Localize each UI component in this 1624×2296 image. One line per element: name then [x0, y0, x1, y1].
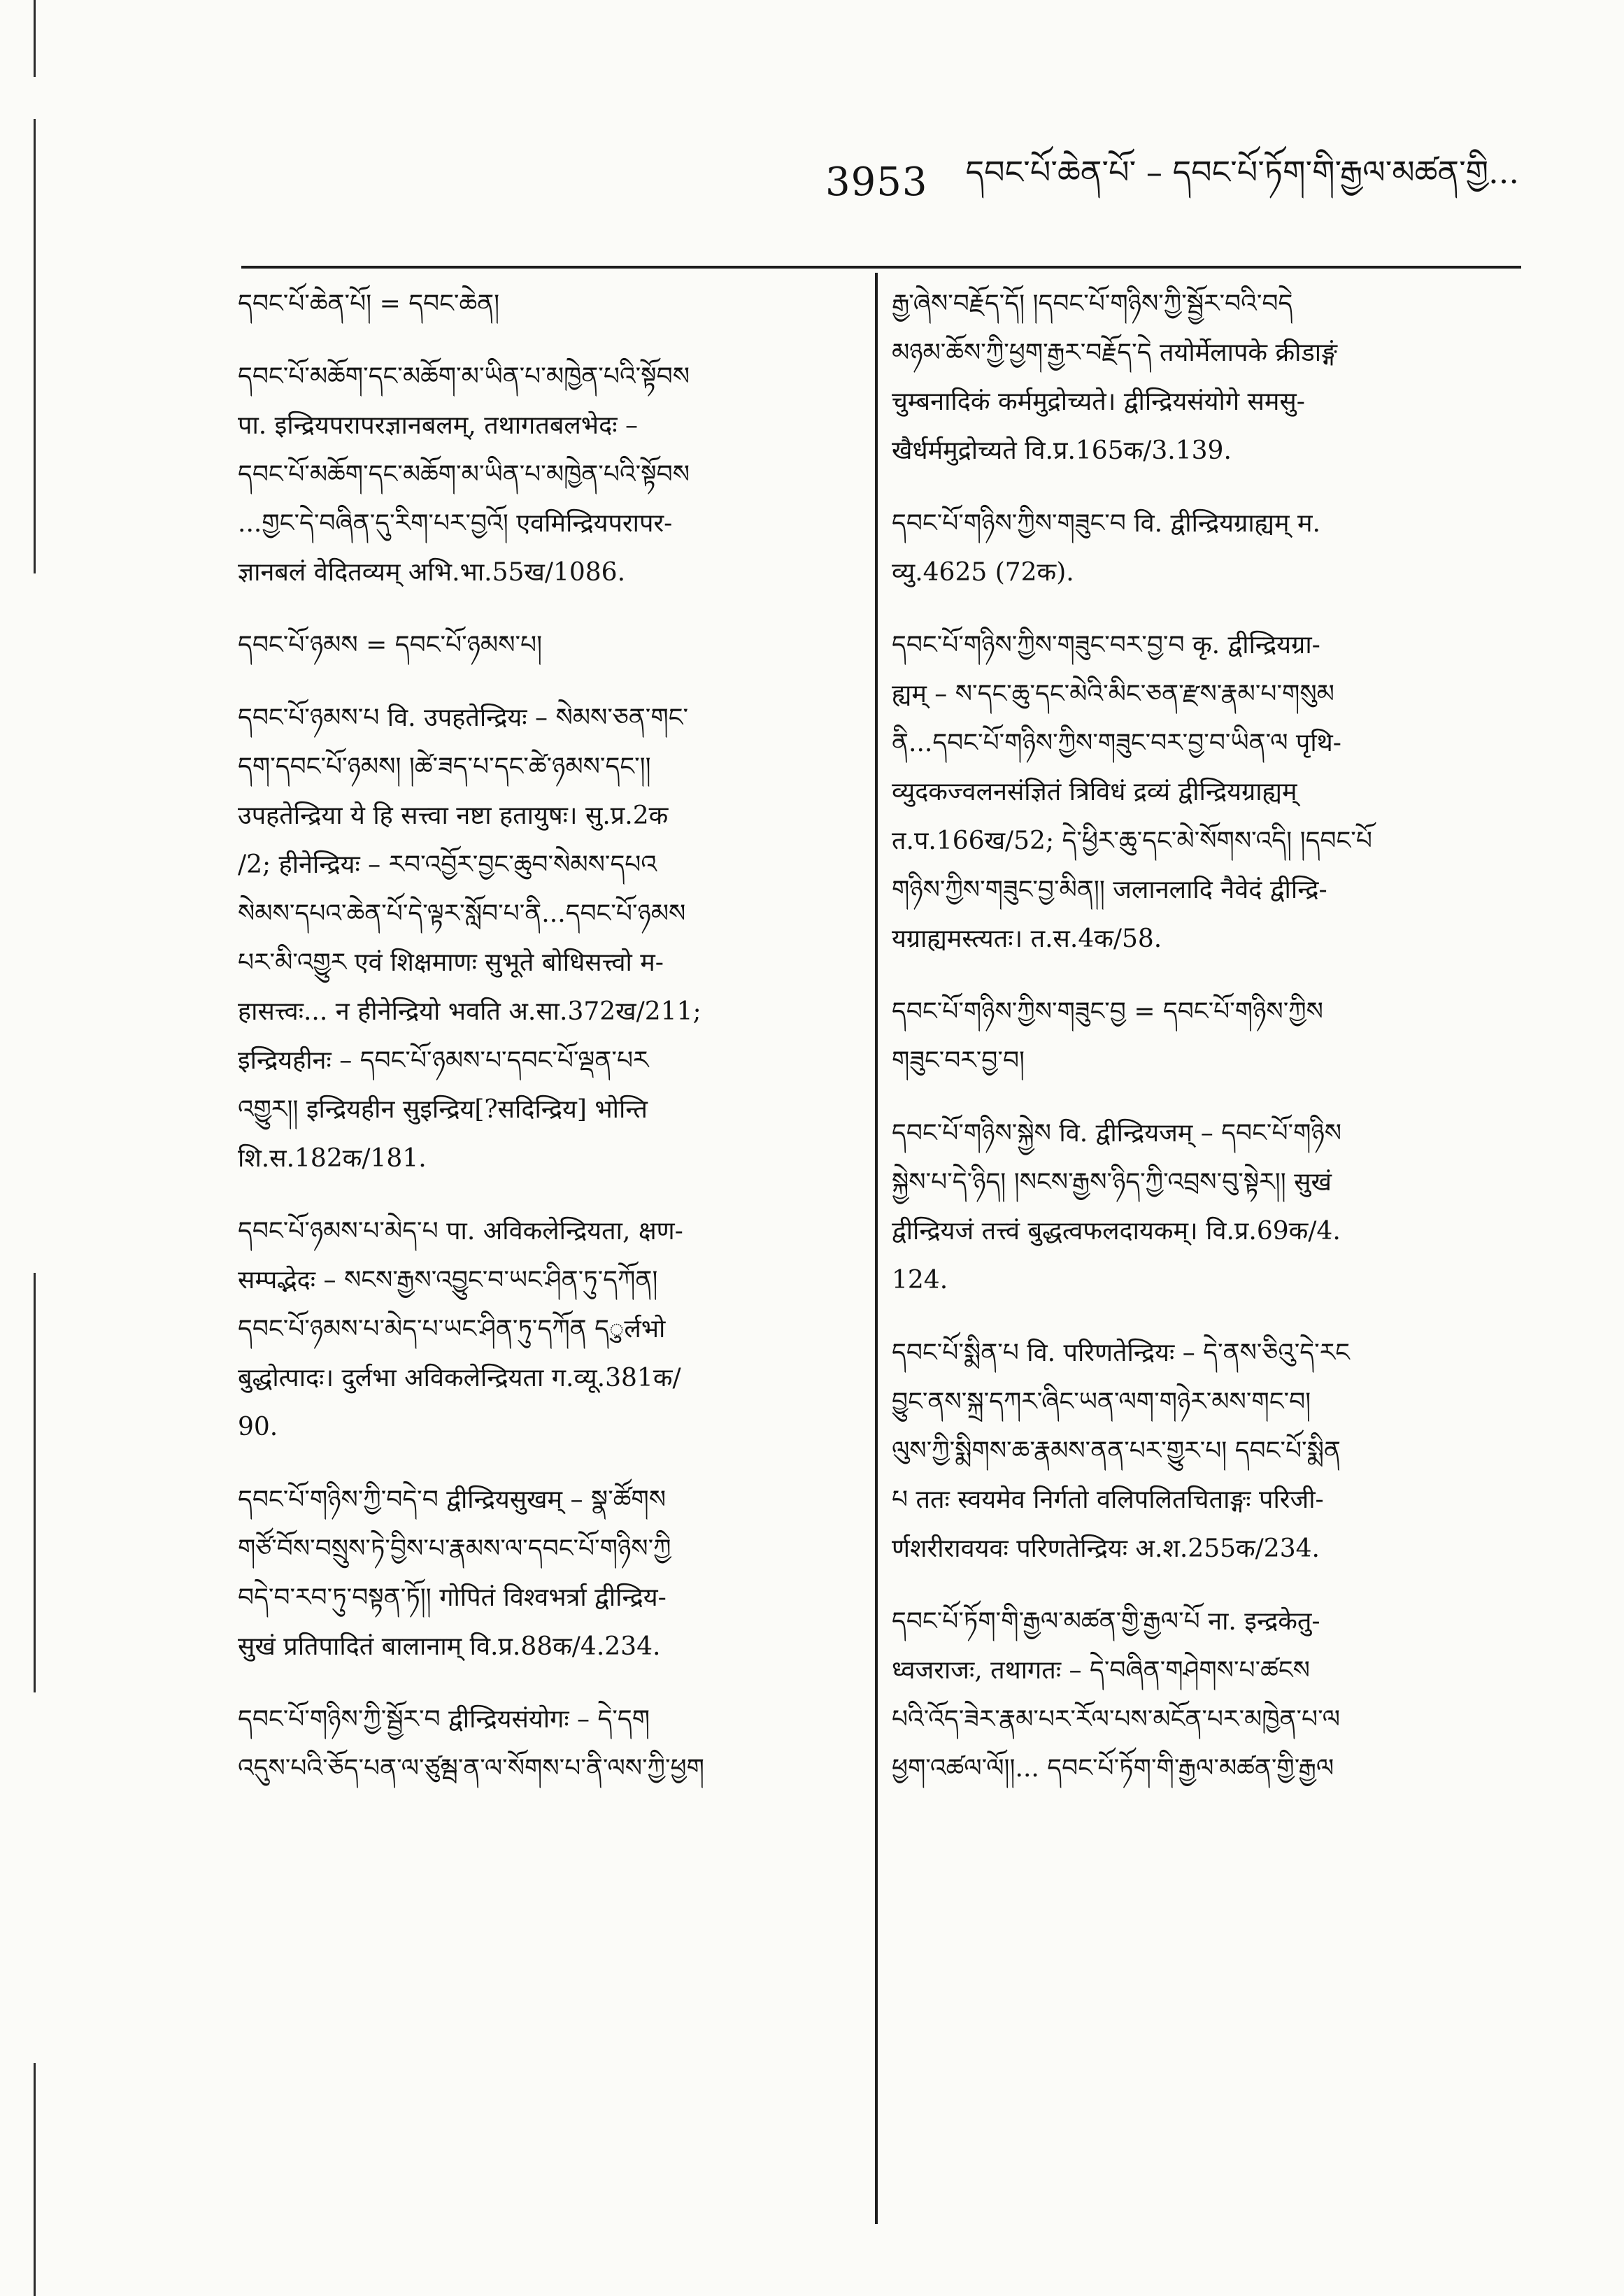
entry-text-line: त.प.166ख/52; དེ་ཕྱིར་ཆུ་དང་མེ་སོགས་འདི། །དབང་པོ	[892, 827, 1372, 855]
entry-text-line: གཙོ་བོས་བསྲུས་ཏེ་བྱིས་པ་རྣམས་ལ་དབང་པོ་གཉིས་ཀྱི	[238, 1534, 671, 1563]
dictionary-entry	[238, 1476, 839, 1671]
entry-headword-line: རྒྱ་ཞེས་བརྗོད་དོ། །དབང་པོ་གཉིས་ཀྱི་སྦྱོར་བའི་བདེ	[892, 290, 1293, 318]
entry-text-line: उपहतेन्द्रिया ये हि सत्त्वा नष्टा हतायुषः। सु.प्र.2क	[238, 801, 669, 830]
dictionary-entry	[238, 1207, 839, 1452]
entry-headword-line: དབང་པོ་གཉིས་ཀྱིས་གཟུང་བར་བྱ་བ कृ. द्वीन्द्रियग्रा-	[892, 631, 1320, 659]
entry-text-line: སེམས་དཔའ་ཆེན་པོ་དེ་ལྟར་སློབ་པ་ནི...དབང་པོ་ཉམས	[238, 899, 686, 928]
entry-text-line: ज्ञानबलं वेदितव्यम् अभि.भा.55ख/1086.	[238, 558, 626, 587]
margin-line	[34, 119, 36, 573]
entry-text-line: དག་དབང་པོ་ཉམས། །ཚེ་ཟད་པ་དང་ཚེ་ཉམས་དང་།།	[238, 753, 651, 781]
entry-text-line: /2; हीनेन्द्रियः – རབ་འབྱོར་བྱང་ཆུབ་སེམས་དཔའ	[238, 850, 657, 879]
dictionary-entry	[238, 280, 839, 329]
running-head: དབང་པོ་ཆེན་པོ་ – དབང་པོ་ཏོག་གི་རྒྱལ་མཚན་གྱི...	[965, 152, 1520, 191]
entry-text-line: ...གྱང་དེ་བཞིན་དུ་རིག་པར་བྱའོ། एवमिन्द्रियपरापर-	[238, 509, 673, 538]
entry-text-line: ཕྱག་འཚལ་ལོ།།... དབང་པོ་ཏོག་གི་རྒྱལ་མཚན་གྱི་རྒྱལ	[892, 1754, 1334, 1783]
dictionary-entry	[238, 1695, 839, 1793]
entry-text-line: व्युदकज्वलनसंज्ञितं त्रिविधं द्रव्यं द्वीन्द्रियग्राह्यम्	[892, 778, 1297, 806]
entry-text-line: सुखं प्रतिपादितं बालानाम् वि.प्र.88क/4.234.	[238, 1632, 661, 1661]
dictionary-entry	[892, 1597, 1493, 1793]
dictionary-entry	[892, 280, 1493, 476]
header-rule	[241, 266, 1521, 269]
dictionary-entry	[892, 621, 1493, 964]
entry-text-line: པའི་འོད་ཟེར་རྣམ་པར་རོལ་པས་མངོན་པར་མཁྱེན་པ་ལ	[892, 1705, 1341, 1734]
dictionary-entry	[892, 987, 1493, 1085]
dictionary-entry	[238, 621, 839, 670]
entry-text-line: ध्वजराजः, तथागतः – དེ་བཞིན་གཤེགས་པ་ཚངས	[892, 1656, 1310, 1685]
entry-text-line: 90.	[238, 1413, 278, 1441]
page-header	[825, 150, 1560, 213]
entry-text-line: དབང་པོ་མཆོག་དང་མཆོག་མ་ཡིན་པ་མཁྱེན་པའི་སྟོབས	[238, 460, 690, 489]
margin-line	[34, 2063, 36, 2296]
dictionary-entry	[892, 499, 1493, 597]
left-column	[238, 280, 839, 1817]
entry-headword-line: དབང་པོ་གཉིས་ཀྱིས་གཟུང་བ वि. द्वीन्द्रियग्राह्यम् म.	[892, 509, 1320, 538]
entry-text-line: སྐྱེས་པ་དེ་ཉིད། །སངས་རྒྱས་ཉིད་ཀྱི་འབྲས་བུ་སྟེར།། सुखं	[892, 1168, 1332, 1197]
entry-headword-line: དབང་པོ་གཉིས་ཀྱིས་གཟུང་བྱ = དབང་པོ་གཉིས་ཀྱིས	[892, 997, 1323, 1026]
entry-text-line: चुम्बनादिकं कर्ममुद्रोच्यते। द्वीन्द्रियसंयोगे समसु-	[892, 387, 1305, 416]
entry-text-line: ནི...དབང་པོ་གཉིས་ཀྱིས་གཟུང་བར་བྱ་བ་ཡིན་ལ पृथि-	[892, 729, 1341, 757]
entry-text-line: བྱུང་ནས་སྐྲ་དཀར་ཞིང་ཡན་ལག་གཉེར་མས་གང་བ།	[892, 1388, 1311, 1416]
entry-text-line: བདེ་བ་རབ་ཏུ་བསྟན་ཏོ།། गोपितं विश्वभर्त्रा द्वीन्द्रिय-	[238, 1583, 667, 1612]
entry-headword-line: དབང་པོ་གཉིས་ཀྱི་བདེ་བ द्वीन्द्रियसुखम् – སྣ་ཚོགས	[238, 1485, 667, 1514]
entry-text-line: ལུས་ཀྱི་སྨིགས་ཆ་རྣམས་ནན་པར་གྱུར་པ། དབང་པོ་སྨིན	[892, 1436, 1341, 1465]
entry-text-line: པ ततः स्वयमेव निर्गतो वलिपलितचिताङ्गः परिजी-	[892, 1485, 1324, 1514]
page-number: 3953	[825, 159, 928, 205]
entry-text-line: པར་མི་འགྱུར एवं शिक्षमाणः सुभूते बोधिसत्त्वो म-	[238, 948, 664, 977]
entry-headword-line: དབང་པོ་ཉམས་པ वि. उपहतेन्द्रियः – སེམས་ཅན་གང་	[238, 704, 689, 732]
entry-headword-line: དབང་པོ་གཉིས་སྐྱེས वि. द्वीन्द्रियजम् – དབང་པོ་གཉིས	[892, 1119, 1342, 1148]
entry-text-line: इन्द्रियहीनः – དབང་པོ་ཉམས་པ་དབང་པོ་ལྡན་པར	[238, 1046, 649, 1075]
entry-text-line: འདུས་པའི་ཅོད་པན་ལ་ཙུམྦ་ན་ལ་སོགས་པ་ནི་ལས་ཀྱི་ཕྱག	[238, 1754, 704, 1783]
entry-headword-line: དབང་པོ་ཆེན་པོ། = དབང་ཆེན།	[238, 290, 500, 318]
column-divider	[875, 273, 878, 2224]
entry-text-line: གཟུང་བར་བྱ་བ།	[892, 1046, 1025, 1075]
dictionary-entry	[892, 1109, 1493, 1305]
dictionary-entry	[238, 352, 839, 597]
entry-headword-line: དབང་པོ་མཆོག་དང་མཆོག་མ་ཡིན་པ་མཁྱེན་པའི་སྟོབས	[238, 362, 690, 391]
entry-headword-line: དབང་པོ་སྨིན་པ वि. परिणतेन्द्रियः – དེ་ནས་ཅིའུ་དེ་རང	[892, 1339, 1350, 1367]
entry-headword-line: དབང་པོ་ཉམས = དབང་པོ་ཉམས་པ།	[238, 631, 543, 659]
entry-text-line: དབང་པོ་ཉམས་པ་མེད་པ་ཡང་ཤིན་ཏུ་དཀོན དुर्लभो	[238, 1315, 666, 1343]
entry-text-line: यग्राह्यमस्त्यतः। त.स.4क/58.	[892, 925, 1162, 953]
entry-text-line: द्वीन्द्रियजं तत्त्वं बुद्धत्वफलदायकम्। वि.प्र.69क/4.	[892, 1217, 1341, 1246]
right-column	[892, 280, 1493, 1817]
entry-text-line: ह्यम् – ས་དང་ཆུ་དང་མེའི་མིང་ཅན་རྫས་རྣམ་པ་གསུམ	[892, 680, 1334, 708]
entry-text-line: འགྱུར།། इन्द्रियहीन सुइन्द्रिय[?सदिन्द्रिय] भोन्ति	[238, 1095, 648, 1124]
dictionary-entry	[892, 1329, 1493, 1574]
entry-headword-line: དབང་པོ་ཏོག་གི་རྒྱལ་མཚན་གྱི་རྒྱལ་པོ ना. इन्द्रकेतु-	[892, 1607, 1320, 1636]
entry-text-line: 124.	[892, 1266, 948, 1295]
entry-text-line: बुद्धोत्पादः। दुर्लभा अविकलेन्द्रियता ग.व्यू.381क/	[238, 1364, 681, 1392]
entry-text-line: र्णशरीरावयवः परिणतेन्द्रियः अ.श.255क/234.	[892, 1534, 1320, 1563]
dictionary-entry	[238, 694, 839, 1183]
entry-text-line: शि.स.182क/181.	[238, 1144, 427, 1173]
entry-headword-line: དབང་པོ་ཉམས་པ་མེད་པ पा. अविकलेन्द्रियता, क्षण-	[238, 1217, 683, 1246]
entry-text-line: पा. इन्द्रियपरापरज्ञानबलम्, तथागतबलभेदः –	[238, 411, 638, 440]
entry-text-line: हासत्त्वः... न हीनेन्द्रियो भवति अ.सा.372ख/211;	[238, 997, 701, 1026]
entry-text-line: सम्पद्भेदः – སངས་རྒྱས་འབྱུང་བ་ཡང་ཤིན་ཏུ་དཀོན།	[238, 1266, 658, 1295]
entry-text-line: གཉིས་ཀྱིས་གཟུང་བྱ་མིན།། जलानलादि नैवेदं द्वीन्द्रि-	[892, 876, 1327, 904]
entry-text-line: མཉམ་ཆོས་ཀྱི་ཕྱག་རྒྱར་བརྗོད་དེ तयोर्मेलापके क्रीडाङ्गं	[892, 338, 1337, 367]
entry-text-line: खैर्धर्ममुद्रोच्यते वि.प्र.165क/3.139.	[892, 436, 1232, 465]
entry-headword-line: དབང་པོ་གཉིས་ཀྱི་སྦྱོར་བ द्वीन्द्रियसंयोगः – དེ་དག	[238, 1705, 650, 1734]
margin-line	[34, 0, 36, 77]
margin-line	[34, 1273, 36, 1692]
entry-text-line: व्यु.4625 (72क).	[892, 558, 1074, 587]
